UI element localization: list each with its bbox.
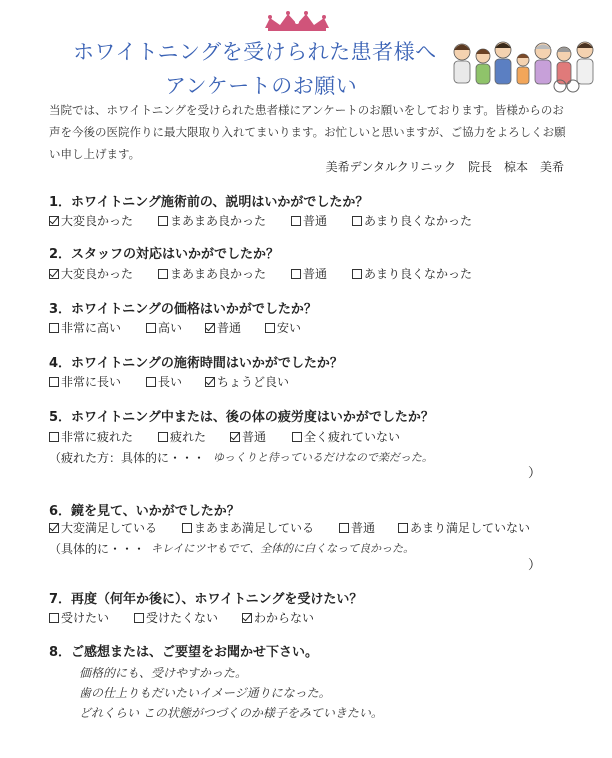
checkbox[interactable] <box>158 432 168 442</box>
q8-handwritten-line-2: 歯の仕上りもだいたいイメージ通りになった。 <box>79 686 331 700</box>
q8-handwritten-line-3: どれくらい この状態がつづくのか様子をみていきたい。 <box>79 706 383 720</box>
checkbox[interactable] <box>158 269 168 279</box>
checkbox[interactable] <box>134 613 144 623</box>
crown-icon <box>262 10 332 32</box>
question-3: 3．ホワイトニングの価格はいかがでしたか？ <box>49 302 317 317</box>
checkbox-checked[interactable] <box>49 523 59 533</box>
q4-option-1[interactable]: 非常に長い <box>49 373 121 390</box>
q6-close-paren: ） <box>528 558 542 573</box>
q6-option-4[interactable]: あまり満足していない <box>398 519 530 536</box>
q5-close-paren: ） <box>528 466 542 481</box>
q2-option-1[interactable]: 大変良かった <box>49 265 133 282</box>
intro-text: 当院では、ホワイトニングを受けられた患者様にアンケートのお願いをしております。皆様からのお声を今後の医院作りに最大限取り入れてまいります。お忙しいと思いますが、ご協力をよろしくお願い申し上げます。 <box>49 103 566 161</box>
checkbox[interactable] <box>182 523 192 533</box>
q5-handwritten-answer: ゆっくりと待っているだけなので楽だった。 <box>213 451 433 464</box>
checkbox[interactable] <box>146 323 156 333</box>
checkbox[interactable] <box>49 432 59 442</box>
checkbox[interactable] <box>49 377 59 387</box>
q2-option-3[interactable]: 普通 <box>291 265 327 282</box>
question-8: 8．ご感想または、ご要望をお聞かせ下さい。 <box>49 645 319 660</box>
q6-option-2[interactable]: まあまあ満足している <box>182 519 314 536</box>
checkbox[interactable] <box>49 323 59 333</box>
checkbox[interactable] <box>146 377 156 387</box>
checkbox[interactable] <box>291 216 301 226</box>
q7-option-1[interactable]: 受けたい <box>49 609 109 626</box>
checkbox-checked[interactable] <box>49 216 59 226</box>
q6-detail-label: （具体的に・・・ <box>49 542 146 556</box>
checkbox-checked[interactable] <box>49 269 59 279</box>
page-subtitle: アンケートのお願い <box>165 74 358 98</box>
q4-option-3[interactable]: ちょうど良い <box>205 373 289 390</box>
q1-option-2[interactable]: まあまあ良かった <box>158 212 266 229</box>
question-4: 4．ホワイトニングの施術時間はいかがでしたか？ <box>49 356 343 371</box>
page-title: ホワイトニングを受けられた患者様へ <box>73 40 437 64</box>
checkbox-checked[interactable] <box>205 377 215 387</box>
q3-option-2[interactable]: 高い <box>146 319 182 336</box>
q5-detail-label: （疲れた方：具体的に・・・ <box>49 451 206 465</box>
question-5: 5．ホワイトニング中または、後の体の疲労度はいかがでしたか？ <box>49 410 434 425</box>
checkbox[interactable] <box>265 323 275 333</box>
checkbox[interactable] <box>49 613 59 623</box>
staff-family-illustration <box>448 36 598 94</box>
checkbox-checked[interactable] <box>230 432 240 442</box>
question-2: 2．スタッフの対応はいかがでしたか？ <box>49 247 280 262</box>
q2-option-2[interactable]: まあまあ良かった <box>158 265 266 282</box>
q5-option-3[interactable]: 普通 <box>230 428 266 445</box>
checkbox[interactable] <box>158 216 168 226</box>
q8-handwritten-line-1: 価格的にも、受けやすかった。 <box>79 666 248 680</box>
q1-option-1[interactable]: 大変良かった <box>49 212 133 229</box>
checkbox[interactable] <box>339 523 349 533</box>
q6-handwritten-answer: キレイにツヤもでて、全体的に白くなって良かった。 <box>151 542 415 555</box>
q3-option-4[interactable]: 安い <box>265 319 301 336</box>
question-1: 1．ホワイトニング施術前の、説明はいかがでしたか？ <box>49 195 369 210</box>
checkbox[interactable] <box>292 432 302 442</box>
checkbox[interactable] <box>352 269 362 279</box>
q6-option-1[interactable]: 大変満足している <box>49 519 157 536</box>
checkbox[interactable] <box>352 216 362 226</box>
q7-option-2[interactable]: 受けたくない <box>134 609 218 626</box>
q5-option-4[interactable]: 全く疲れていない <box>292 428 400 445</box>
q7-option-3[interactable]: わからない <box>242 609 314 626</box>
q4-option-2[interactable]: 長い <box>146 373 182 390</box>
question-7: 7．再度（何年か後に）、ホワイトニングを受けたい？ <box>49 592 363 607</box>
q5-option-2[interactable]: 疲れた <box>158 428 206 445</box>
checkbox-checked[interactable] <box>242 613 252 623</box>
q1-option-4[interactable]: あまり良くなかった <box>352 212 472 229</box>
q6-option-3[interactable]: 普通 <box>339 519 375 536</box>
checkbox-checked[interactable] <box>205 323 215 333</box>
checkbox[interactable] <box>398 523 408 533</box>
checkbox[interactable] <box>291 269 301 279</box>
q3-option-1[interactable]: 非常に高い <box>49 319 121 336</box>
q5-option-1[interactable]: 非常に疲れた <box>49 428 133 445</box>
q2-option-4[interactable]: あまり良くなかった <box>352 265 472 282</box>
clinic-signature: 美希デンタルクリニック 院長 椋本 美希 <box>325 160 564 174</box>
question-6: 6．鏡を見て、いかがでしたか？ <box>49 504 240 519</box>
q1-option-3[interactable]: 普通 <box>291 212 327 229</box>
q3-option-3[interactable]: 普通 <box>205 319 241 336</box>
